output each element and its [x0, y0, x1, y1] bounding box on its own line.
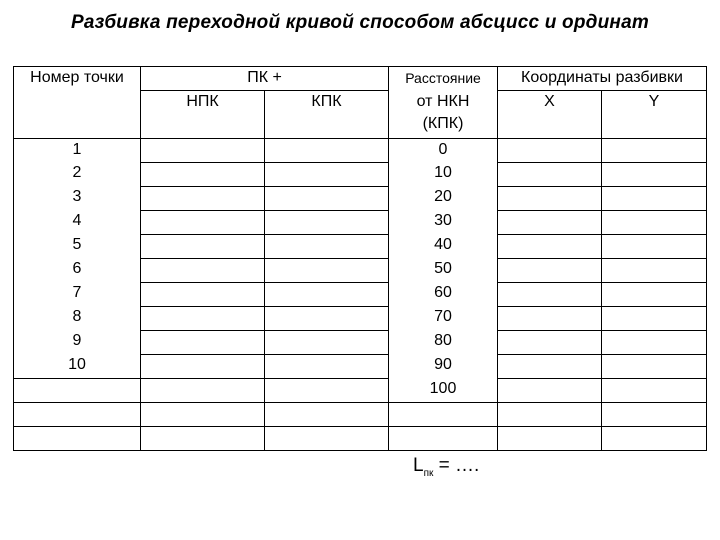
- x-cell: [498, 306, 602, 330]
- x-cell: [498, 186, 602, 210]
- npk-cell: [141, 138, 265, 162]
- header-pk: ПК +: [141, 67, 389, 91]
- header-row-2: [14, 91, 707, 139]
- y-cell: [602, 210, 707, 234]
- x-cell: [498, 354, 602, 378]
- stakeout-table: [13, 66, 707, 451]
- point-number-cell: [14, 378, 141, 402]
- page-title: Разбивка переходной кривой способом абсцисс и ординат: [71, 12, 649, 33]
- y-cell: [602, 378, 707, 402]
- y-cell: [602, 426, 707, 450]
- distance-cell: 70: [389, 306, 498, 330]
- distance-cell: 0: [389, 138, 498, 162]
- y-cell: [602, 354, 707, 378]
- kpk-cell: [265, 258, 389, 282]
- x-cell: [498, 426, 602, 450]
- table-row: [14, 306, 707, 330]
- point-number-cell: 2: [14, 162, 141, 186]
- y-cell: [602, 402, 707, 426]
- y-cell: [602, 306, 707, 330]
- table-row: [14, 162, 707, 186]
- y-cell: [602, 258, 707, 282]
- x-cell: [498, 378, 602, 402]
- kpk-cell: [265, 306, 389, 330]
- y-cell: [602, 138, 707, 162]
- table-row: [14, 402, 707, 426]
- header-row-1: [14, 67, 707, 91]
- kpk-cell: [265, 138, 389, 162]
- table-row: [14, 234, 707, 258]
- formula-value: = ….: [433, 455, 480, 476]
- point-number-cell: 10: [14, 354, 141, 378]
- point-number-cell: [14, 402, 141, 426]
- header-npk: НПК: [141, 91, 265, 139]
- distance-cell: 30: [389, 210, 498, 234]
- header-kpk: КПК: [265, 91, 389, 139]
- x-cell: [498, 138, 602, 162]
- distance-cell: 60: [389, 282, 498, 306]
- distance-cell: 20: [389, 186, 498, 210]
- point-number-cell: 4: [14, 210, 141, 234]
- header-distance-line3: (КПК): [422, 114, 464, 132]
- table-row: [14, 378, 707, 402]
- kpk-cell: [265, 210, 389, 234]
- y-cell: [602, 330, 707, 354]
- kpk-cell: [265, 186, 389, 210]
- npk-cell: [141, 210, 265, 234]
- npk-cell: [141, 426, 265, 450]
- x-cell: [498, 258, 602, 282]
- point-number-cell: 3: [14, 186, 141, 210]
- npk-cell: [141, 402, 265, 426]
- table-row: [14, 258, 707, 282]
- kpk-cell: [265, 378, 389, 402]
- npk-cell: [141, 378, 265, 402]
- kpk-cell: [265, 426, 389, 450]
- header-x: X: [498, 91, 602, 139]
- header-distance-cont: [389, 91, 498, 139]
- npk-cell: [141, 162, 265, 186]
- y-cell: [602, 162, 707, 186]
- distance-cell: [389, 402, 498, 426]
- point-number-cell: [14, 426, 141, 450]
- table-row: [14, 210, 707, 234]
- distance-cell: 80: [389, 330, 498, 354]
- x-cell: [498, 282, 602, 306]
- table-row: [14, 138, 707, 162]
- distance-cell: [389, 426, 498, 450]
- point-number-cell: 6: [14, 258, 141, 282]
- point-number-cell: 8: [14, 306, 141, 330]
- point-number-cell: 7: [14, 282, 141, 306]
- npk-cell: [141, 186, 265, 210]
- y-cell: [602, 282, 707, 306]
- header-blank: [14, 91, 141, 139]
- distance-cell: 50: [389, 258, 498, 282]
- x-cell: [498, 402, 602, 426]
- header-y: Y: [602, 91, 707, 139]
- npk-cell: [141, 306, 265, 330]
- distance-cell: 100: [389, 378, 498, 402]
- table-row: [14, 282, 707, 306]
- npk-cell: [141, 282, 265, 306]
- distance-cell: 40: [389, 234, 498, 258]
- x-cell: [498, 234, 602, 258]
- point-number-cell: 9: [14, 330, 141, 354]
- kpk-cell: [265, 282, 389, 306]
- npk-cell: [141, 354, 265, 378]
- header-coords: Координаты разбивки: [498, 67, 707, 91]
- header-distance: Расстояние: [389, 67, 498, 91]
- kpk-cell: [265, 162, 389, 186]
- header-distance-line2: от НКН: [416, 92, 470, 110]
- kpk-cell: [265, 330, 389, 354]
- table-row: [14, 330, 707, 354]
- npk-cell: [141, 234, 265, 258]
- formula-lpk: [413, 455, 479, 479]
- x-cell: [498, 330, 602, 354]
- kpk-cell: [265, 402, 389, 426]
- formula-symbol: L: [413, 455, 424, 476]
- y-cell: [602, 234, 707, 258]
- distance-cell: 10: [389, 162, 498, 186]
- npk-cell: [141, 258, 265, 282]
- distance-cell: 90: [389, 354, 498, 378]
- kpk-cell: [265, 354, 389, 378]
- x-cell: [498, 162, 602, 186]
- point-number-cell: 1: [14, 138, 141, 162]
- kpk-cell: [265, 234, 389, 258]
- table-row: [14, 354, 707, 378]
- table-row: [14, 186, 707, 210]
- formula-subscript: пк: [423, 467, 434, 479]
- y-cell: [602, 186, 707, 210]
- point-number-cell: 5: [14, 234, 141, 258]
- x-cell: [498, 210, 602, 234]
- npk-cell: [141, 330, 265, 354]
- table-row: [14, 426, 707, 450]
- header-point-number: Номер точки: [14, 67, 141, 91]
